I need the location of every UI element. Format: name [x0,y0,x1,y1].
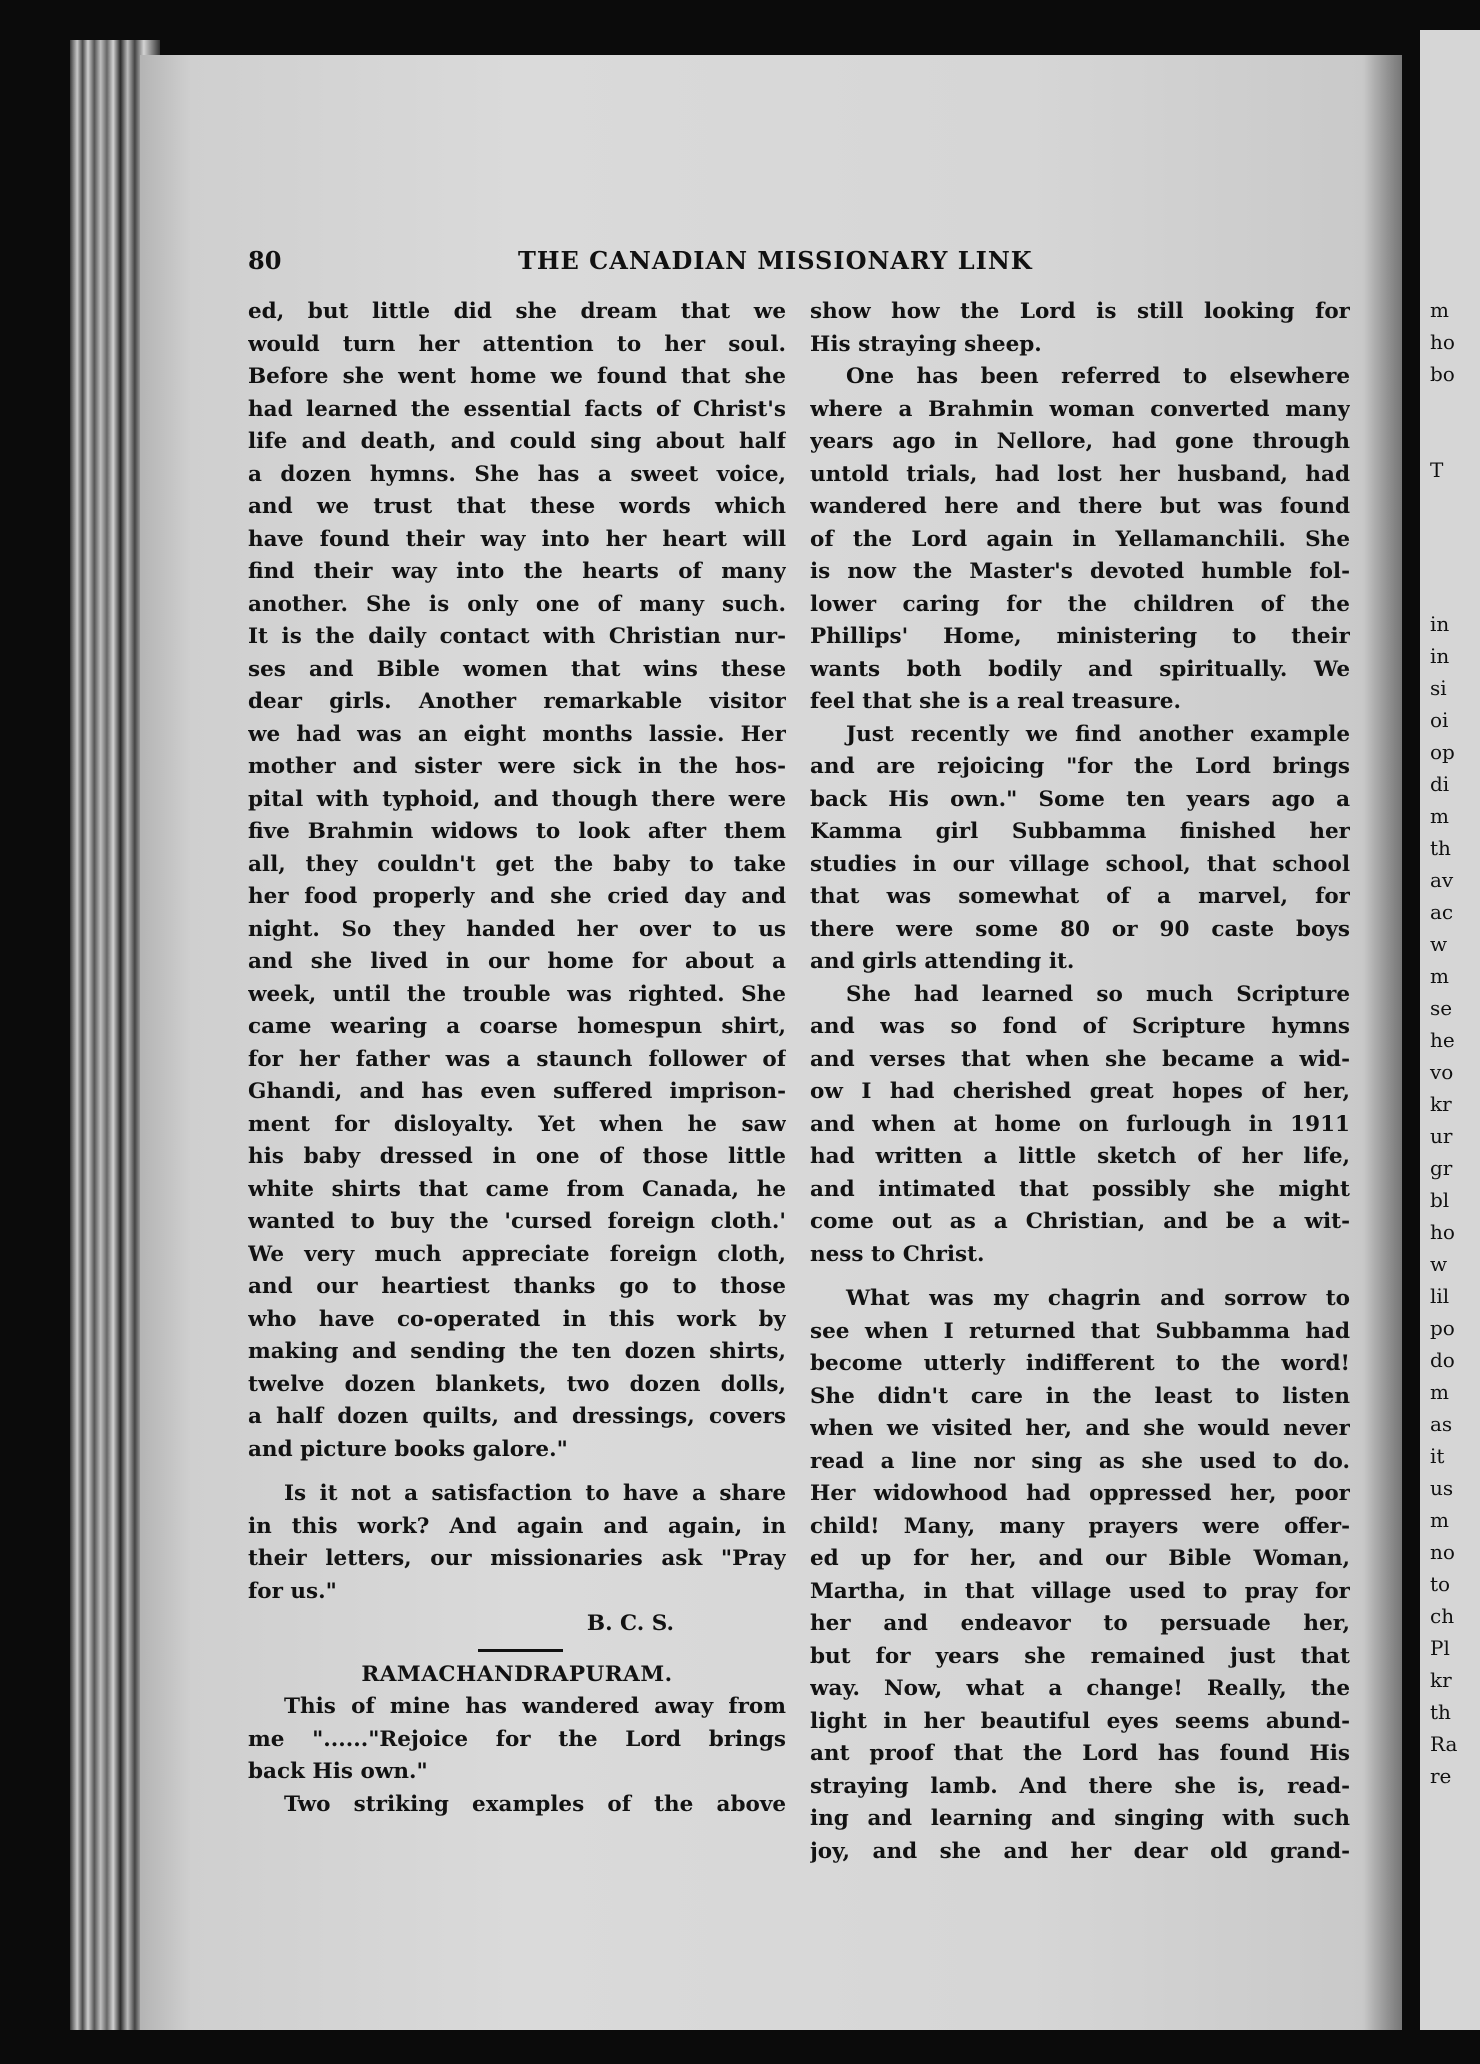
text-line: Two striking examples of the above [284,1791,786,1817]
text-line: It is the daily contact with Christian nur- [248,624,786,649]
next-page-edge [1420,30,1480,2030]
text-line: read a line nor sing as she used to do. [810,1448,1350,1474]
text-line: Ghandi, and has even suffered imprison- [248,1079,786,1104]
text-line: and was so fond of Scripture hymns [810,1014,1350,1039]
next-page-text-fragment: in [1430,612,1450,636]
text-line: for us." [248,1578,337,1604]
text-line: twelve dozen blankets, two dozen dolls, [248,1371,786,1397]
next-page-text-fragment: us [1430,1476,1454,1500]
next-page-text-fragment: w [1430,1252,1448,1276]
text-line: wanted to buy the 'cursed foreign cloth.' [248,1209,786,1234]
text-line: and girls attending it. [810,949,1075,974]
text-line: all, they couldn't get the baby to take [248,851,786,877]
text-line: ed, but little did she dream that we [248,299,786,324]
text-line: and verses that when she became a wid- [810,1046,1350,1072]
next-page-text-fragment: he [1430,1028,1455,1052]
text-line: Just recently we find another example [846,721,1350,747]
text-line: One has been referred to elsewhere [846,364,1350,389]
right-column [810,296,1350,1868]
text-line: dear girls. Another remarkable visitor [248,689,786,714]
next-page-text-fragment: ac [1430,900,1454,924]
text-line: came wearing a coarse homespun shirt, [248,1014,786,1039]
text-line: Is it not a satisfaction to have a share [284,1481,786,1506]
text-line: when we visited her, and she would never [810,1416,1350,1441]
next-page-text-fragment: T [1430,458,1444,482]
next-page-text-fragment: m [1430,1380,1449,1404]
text-line: She didn't care in the least to listen [810,1383,1350,1409]
text-line: there were some 80 or 90 caste boys [810,916,1350,942]
journal-title: THE CANADIAN MISSIONARY LINK [518,246,1033,275]
next-page-text-fragment: kr [1430,1092,1452,1116]
text-line: mother and sister were sick in the hos- [248,754,786,779]
text-line: lower caring for the children of the [810,591,1350,617]
text-line: She had learned so much Scripture [846,981,1350,1007]
next-page-text-fragment: m [1430,298,1449,322]
text-line: and picture books galore." [248,1436,568,1462]
text-line: of the Lord again in Yellamanchili. She [810,526,1350,552]
text-line: her and endeavor to persuade her, [810,1611,1350,1636]
next-page-text-fragment: Pl [1430,1636,1450,1660]
paragraph-gap [248,1466,786,1478]
text-line: His straying sheep. [810,331,1042,357]
text-line: ant proof that the Lord has found His [810,1741,1350,1766]
text-line: had learned the essential facts of Christ's [248,396,786,422]
next-page-text-fragment: as [1430,1412,1453,1436]
text-line: untold trials, had lost her husband, had [810,461,1350,487]
text-line: joy, and she and her dear old grand- [810,1838,1350,1864]
next-page-text-fragment: op [1430,740,1455,764]
text-line: another. She is only one of many such. [248,591,786,617]
text-line: their letters, our missionaries ask "Pray [248,1546,786,1571]
next-page-text-fragment: m [1430,964,1449,988]
section-heading: RAMACHANDRAPURAM. [361,1661,673,1687]
text-line: week, until the trouble was righted. She [248,981,786,1007]
text-line: ses and Bible women that wins these [248,656,786,682]
text-line: and she lived in our home for about a [248,949,786,974]
text-line: and we trust that these words which [248,494,786,519]
text-line: back His own." [248,1759,428,1784]
text-line: but for years she remained just that [810,1643,1350,1669]
text-line: ow I had cherished great hopes of her, [810,1079,1350,1104]
next-page-text-fragment: th [1430,1700,1451,1724]
next-page-text-fragment: bo [1430,362,1455,386]
text-line: wants both bodily and spiritually. We [810,656,1350,682]
text-line: What was my chagrin and sorrow to [846,1286,1350,1311]
next-page-text-fragment: it [1430,1444,1445,1468]
text-line: who have co-operated in this work by [248,1306,786,1332]
next-page-text-fragment: oi [1430,708,1449,732]
text-line: This of mine has wandered away from [284,1694,786,1719]
text-line: would turn her attention to her soul. [248,331,786,357]
text-line: night. So they handed her over to us [248,916,786,942]
text-line: in this work? And again and again, in [248,1513,786,1539]
text-line: see when I returned that Subbamma had [810,1318,1350,1344]
text-line: Phillips' Home, ministering to their [810,624,1350,649]
text-line: and our heartiest thanks go to those [248,1274,786,1299]
text-line: a dozen hymns. She has a sweet voice, [248,461,786,487]
next-page-text-fragment: w [1430,932,1448,956]
text-line: Martha, in that village used to pray for [810,1578,1350,1604]
text-line: me "......"Rejoice for the Lord brings [248,1726,786,1752]
text-line: for her father was a staunch follower of [248,1046,786,1072]
next-page-text-fragment: kr [1430,1668,1452,1692]
text-line: straying lamb. And there she is, read- [810,1773,1350,1799]
text-line: Her widowhood had oppressed her, poor [810,1481,1350,1506]
text-line: come out as a Christian, and be a wit- [810,1209,1350,1234]
text-line: pital with typhoid, and though there were [248,786,786,812]
text-line: light in her beautiful eyes seems abund- [810,1708,1350,1734]
text-line: we had was an eight months lassie. Her [248,721,786,747]
text-line: years ago in Nellore, had gone through [810,429,1350,454]
text-line: making and sending the ten dozen shirts, [248,1339,786,1364]
text-line: studies in our village school, that school [810,851,1350,877]
next-page-text-fragment: bl [1430,1188,1450,1212]
next-page-text-fragment: m [1430,1508,1449,1532]
text-line: that was somewhat of a marvel, for [810,884,1350,909]
text-line: had written a little sketch of her life, [810,1144,1350,1169]
text-line: white shirts that came from Canada, he [248,1176,786,1202]
text-line: is now the Master's devoted humble fol- [810,559,1350,584]
next-page-text-fragment: ch [1430,1604,1455,1628]
next-page-text-fragment: in [1430,644,1450,668]
left-column [248,296,786,1821]
text-line: his baby dressed in one of those little [248,1144,786,1169]
text-line: have found their way into her heart will [248,526,786,552]
running-header [248,246,1358,278]
text-line: where a Brahmin woman converted many [810,396,1350,422]
text-line: way. Now, what a change! Really, the [810,1676,1350,1701]
text-line: child! Many, many prayers were offer- [810,1513,1350,1539]
next-page-text-fragment: gr [1430,1156,1453,1180]
text-line: ed up for her, and our Bible Woman, [810,1546,1350,1571]
text-line: wandered here and there but was found [810,494,1350,519]
next-page-text-fragment: lil [1430,1284,1450,1308]
text-line: ness to Christ. [810,1241,985,1267]
text-line: five Brahmin widows to look after them [248,819,786,844]
next-page-text-fragment: th [1430,836,1451,860]
text-line: back His own." Some ten years ago a [810,786,1350,812]
next-page-text-fragment: ur [1430,1124,1453,1148]
text-line: Before she went home we found that she [248,364,786,389]
next-page-text-fragment: ho [1430,330,1455,354]
next-page-text-fragment: re [1430,1764,1452,1788]
text-line: life and death, and could sing about half [248,429,786,454]
text-line: and when at home on furlough in 1911 [810,1111,1350,1137]
next-page-text-fragment: Ra [1430,1732,1458,1756]
next-page-text-fragment: av [1430,868,1454,892]
text-line: Kamma girl Subbamma finished her [810,819,1350,844]
author-initials: B. C. S. [586,1611,674,1636]
page-number: 80 [248,246,282,275]
text-line: show how the Lord is still looking for [810,299,1350,324]
next-page-text-fragment: vo [1430,1060,1454,1084]
text-line: ment for disloyalty. Yet when he saw [248,1111,786,1137]
section-divider [248,1641,786,1659]
text-line: find their way into the hearts of many [248,559,786,584]
next-page-text-fragment: m [1430,804,1449,828]
next-page-text-fragment: si [1430,676,1447,700]
next-page-text-fragment: se [1430,996,1453,1020]
text-line: and intimated that possibly she might [810,1176,1350,1202]
paragraph-gap [810,1271,1350,1283]
text-line: We very much appreciate foreign cloth, [248,1241,786,1267]
next-page-text-fragment: to [1430,1572,1451,1596]
text-line: feel that she is a real treasure. [810,689,1181,714]
text-line: ing and learning and singing with such [810,1806,1350,1831]
text-line: and are rejoicing "for the Lord brings [810,754,1350,779]
text-line: a half dozen quilts, and dressings, covers [248,1404,786,1429]
next-page-text-fragment: no [1430,1540,1455,1564]
next-page-text-fragment: di [1430,772,1450,796]
next-page-text-fragment: do [1430,1348,1455,1372]
text-line: her food properly and she cried day and [248,884,786,909]
next-page-text-fragment: po [1430,1316,1455,1340]
text-line: become utterly indifferent to the word! [810,1351,1350,1376]
next-page-text-fragment: ho [1430,1220,1455,1244]
